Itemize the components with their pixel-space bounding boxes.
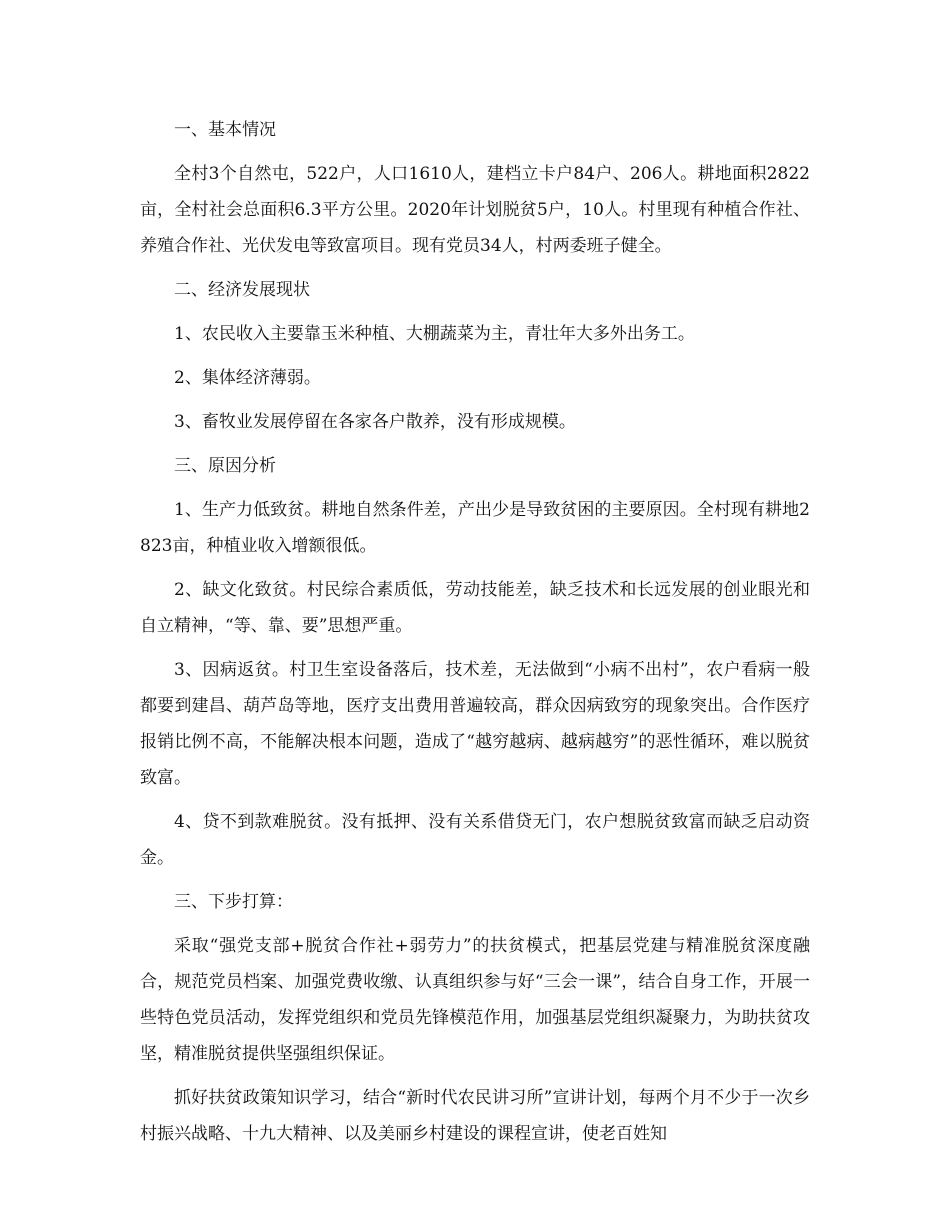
paragraph-basic-situation: 全村3个自然屯，522户，人口1610人，建档立卡户84户、206人。耕地面积2822亩，全村社会总面积6.3平方公里。2020年计划脱贫5户，10人。村里现有种植合作社、养殖合作社、光伏发电等致富项目。现有党员34人，村两委班子健全。 [140, 164, 810, 256]
list-item-farmer-income: 1、农民收入主要靠玉米种植、大棚蔬菜为主，青壮年大多外出务工。 [174, 324, 695, 344]
section-heading-next-steps: 三、下步打算： [174, 892, 293, 912]
list-item-collective-economy: 2、集体经济薄弱。 [174, 368, 321, 388]
section-heading-economic-status: 二、经济发展现状 [174, 280, 310, 300]
paragraph-poverty-alleviation-model: 采取“强党支部+脱贫合作社+弱劳力”的扶贫模式，把基层党建与精准脱贫深度融合，规范党员档案、加强党费收缴、认真组织参与好“三会一课”，结合自身工作，开展一些特色党员活动，发挥党组织和党员先锋模范作用，加强基层党组织凝聚力，为助扶贫攻坚，精准脱贫提供坚强组织保证。 [140, 936, 810, 1064]
section-heading-cause-analysis: 三、原因分析 [174, 456, 276, 476]
list-item-low-productivity: 1、生产力低致贫。耕地自然条件差，产出少是导致贫困的主要原因。全村现有耕地2823亩，种植业收入增额很低。 [140, 500, 810, 556]
paragraph-policy-study: 抓好扶贫政策知识学习，结合“新时代农民讲习所”宣讲计划，每两个月不少于一次乡村振兴战略、十九大精神、以及美丽乡村建设的课程宣讲，使老百姓知 [140, 1088, 810, 1144]
section-heading-basic-situation: 一、基本情况 [174, 120, 276, 140]
list-item-animal-husbandry: 3、畜牧业发展停留在各家各户散养，没有形成规模。 [174, 412, 576, 432]
document-body [140, 112, 810, 1160]
list-item-lack-of-education: 2、缺文化致贫。村民综合素质低，劳动技能差，缺乏技术和长远发展的创业眼光和自立精神，“等、靠、要”思想严重。 [140, 580, 810, 636]
list-item-no-loans: 4、贷不到款难脱贫。没有抵押、没有关系借贷无门，农户想脱贫致富而缺乏启动资金。 [140, 812, 810, 868]
list-item-illness-poverty: 3、因病返贫。村卫生室设备落后，技术差，无法做到“小病不出村”，农户看病一般都要到建昌、葫芦岛等地，医疗支出费用普遍较高，群众因病致穷的现象突出。合作医疗报销比例不高，不能解决根本问题，造成了“越穷越病、越病越穷”的恶性循环，难以脱贫致富。 [140, 660, 810, 788]
